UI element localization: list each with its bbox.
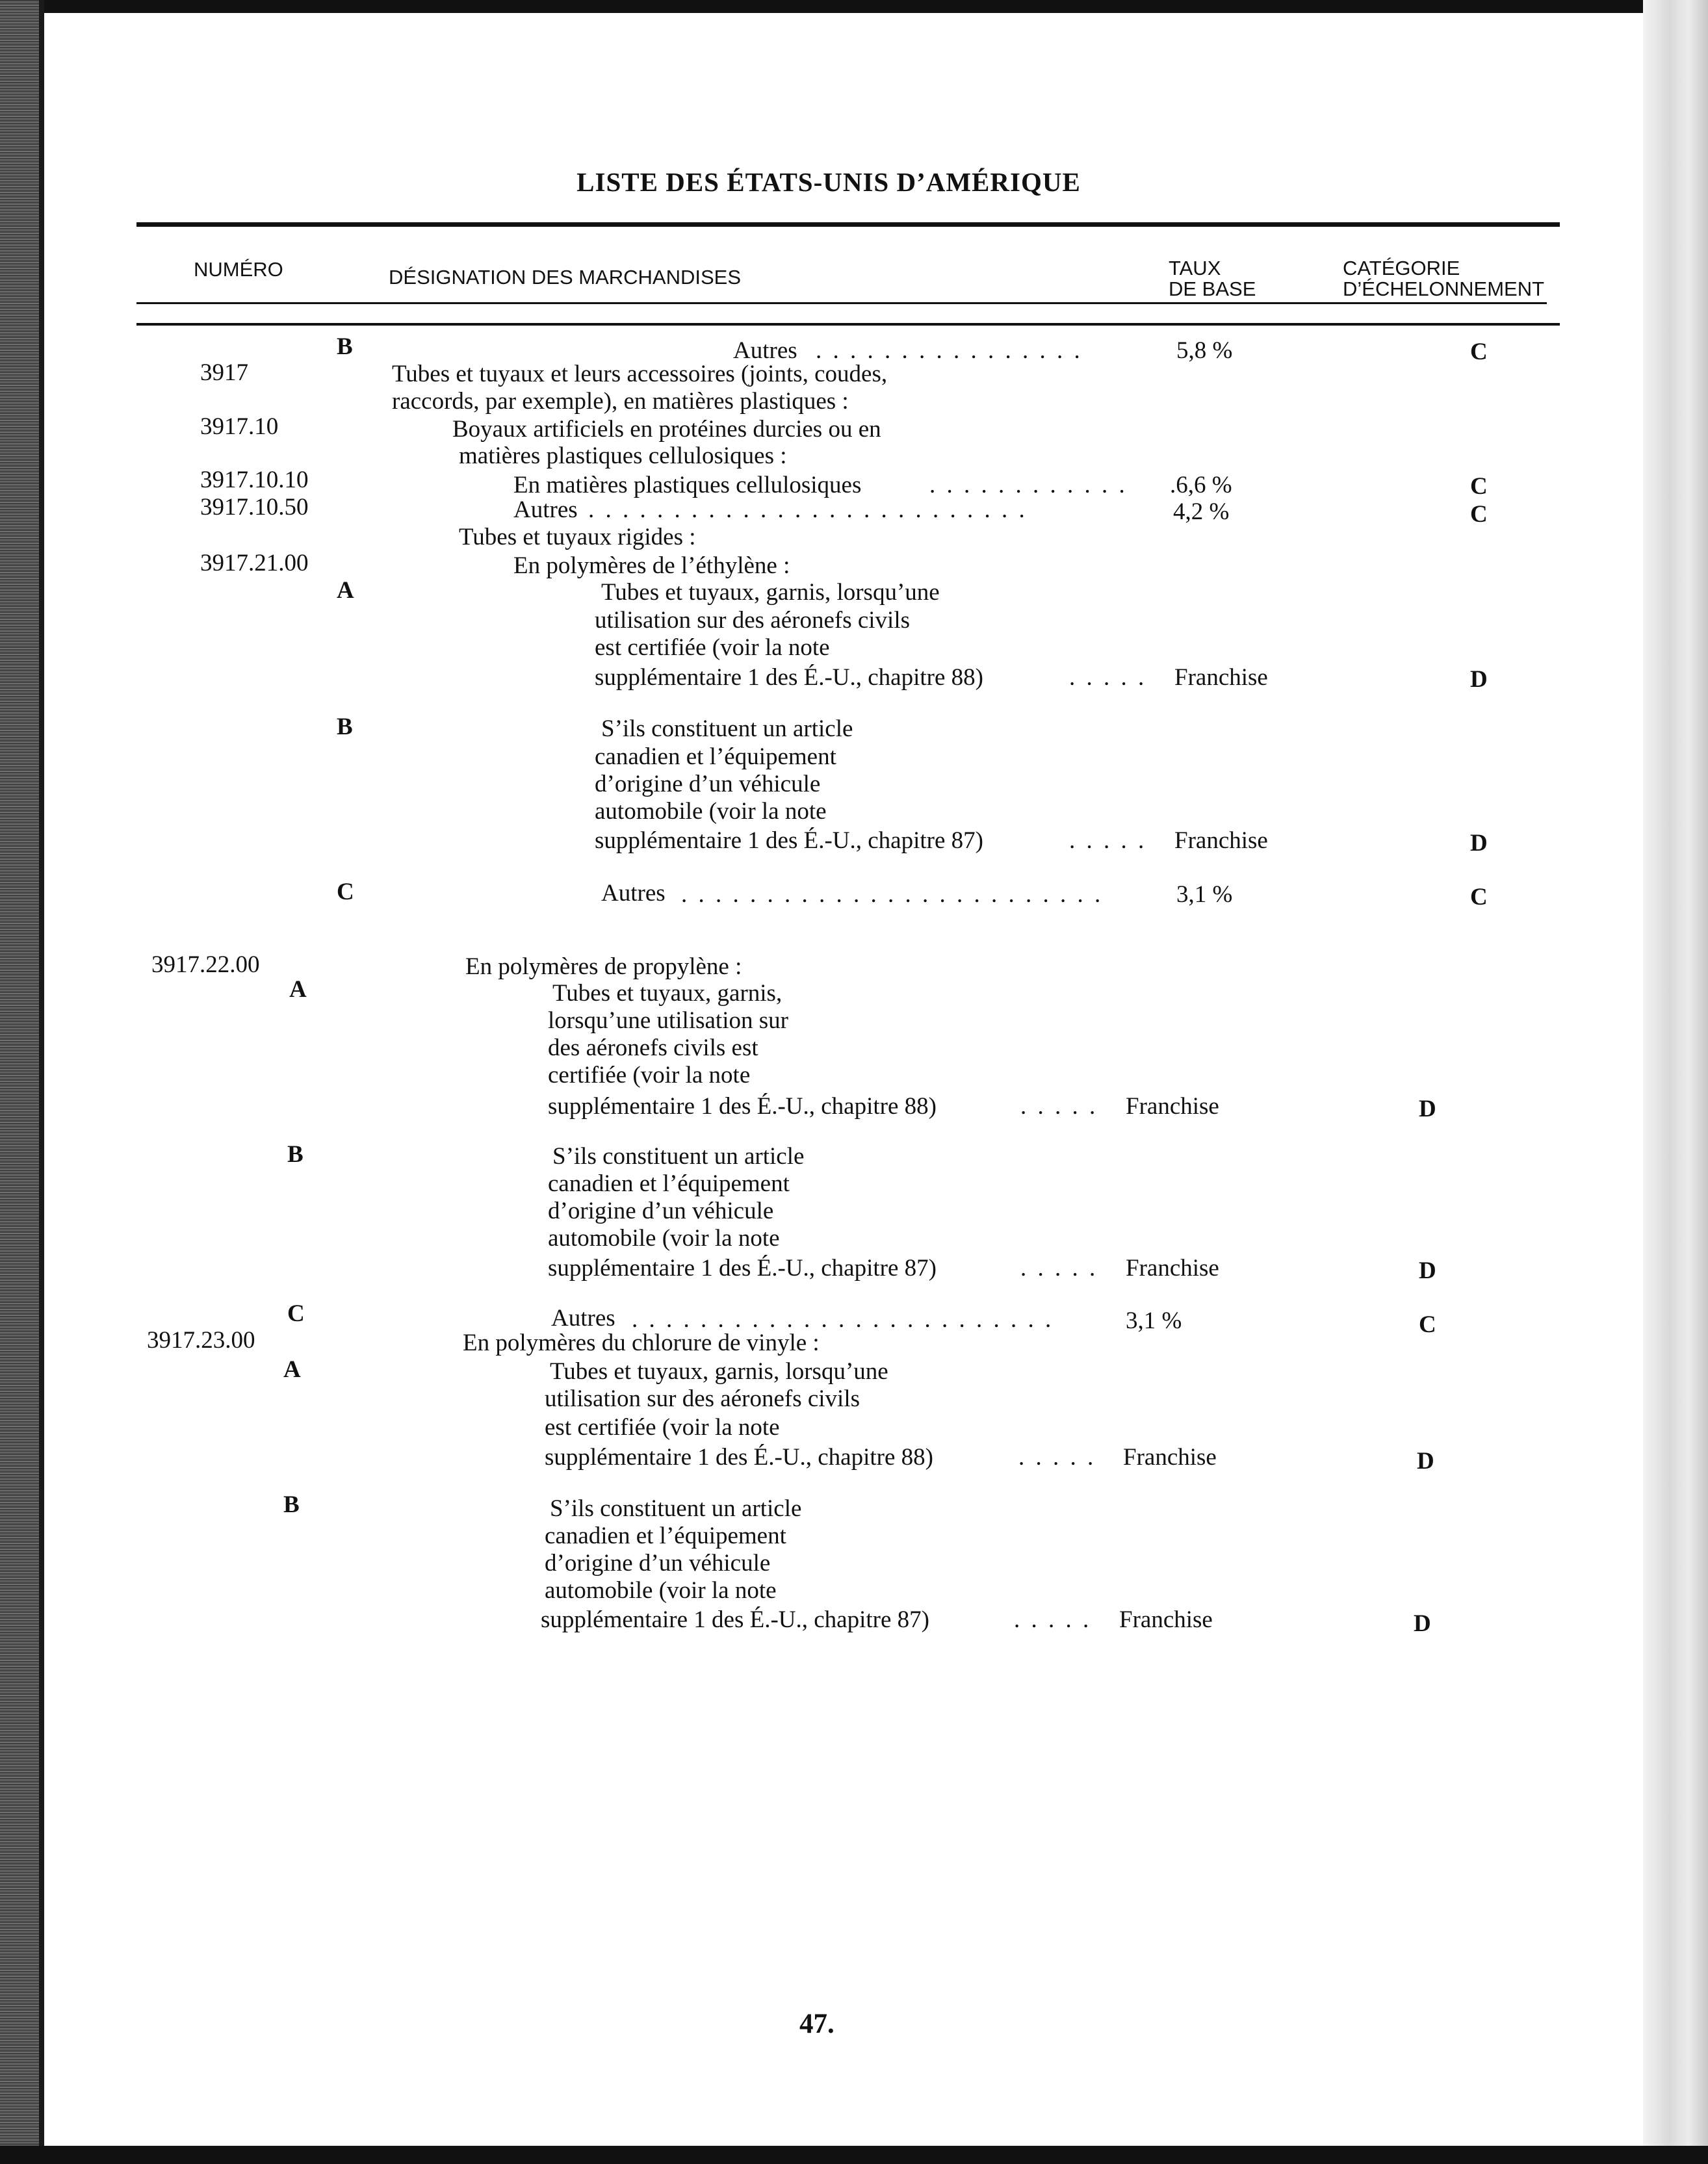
- line-dots: . . . . .: [1018, 1444, 1096, 1471]
- line-text: automobile (voir la note: [595, 798, 827, 825]
- line-category: D: [1470, 666, 1488, 693]
- line-text: En polymères de propylène :: [465, 953, 742, 980]
- header-categorie-line1: CATÉGORIE: [1343, 257, 1460, 279]
- scan-edge-top: [0, 0, 1708, 13]
- line-number: 3917.21.00: [200, 550, 309, 576]
- line-text: raccords, par exemple), en matières plastiques :: [392, 388, 849, 415]
- line-dots: . . . . .: [1014, 1606, 1092, 1633]
- line-text: matières plastiques cellulosiques :: [459, 443, 787, 469]
- line-dots: . . . . . . . . . . . . . . . . . . . . . . . . .: [681, 881, 1104, 908]
- line-text: Tubes et tuyaux et leurs accessoires (joints, coudes,: [392, 361, 888, 387]
- line-letter: B: [287, 1141, 304, 1168]
- line-text: supplémentaire 1 des É.-U., chapitre 88): [548, 1093, 937, 1120]
- header-taux-line1: TAUX: [1169, 257, 1221, 279]
- line-number: 3917.10: [200, 413, 279, 440]
- line-text: Autres: [513, 496, 578, 523]
- line-text: canadien et l’équipement: [545, 1523, 786, 1549]
- line-number: 3917.22.00: [151, 951, 260, 978]
- line-text: d’origine d’un véhicule: [595, 771, 821, 797]
- line-text: Autres: [551, 1305, 615, 1332]
- line-text: est certifiée (voir la note: [595, 634, 830, 661]
- header-mid-rule: [136, 302, 1547, 304]
- line-number: 3917.10.10: [200, 467, 309, 493]
- scan-edge-bottom: [0, 2146, 1708, 2164]
- line-category: D: [1419, 1257, 1436, 1284]
- line-text: automobile (voir la note: [545, 1577, 777, 1604]
- scan-edge-right: [1643, 0, 1708, 2164]
- line-category: D: [1414, 1610, 1431, 1637]
- line-text: En polymères de l’éthylène :: [513, 552, 790, 579]
- line-dots: . . . . .: [1069, 664, 1147, 691]
- line-text: supplémentaire 1 des É.-U., chapitre 88): [595, 664, 983, 691]
- line-text: canadien et l’équipement: [595, 743, 836, 770]
- line-letter: C: [337, 879, 354, 905]
- line-dots: . . . . . . . . . . . . . . . . . . . . . . . . . .: [588, 496, 1028, 523]
- line-rate: 5,8 %: [1176, 337, 1233, 364]
- scan-edge-left-inner: [39, 0, 44, 2164]
- line-dots: . . . . .: [1020, 1093, 1098, 1120]
- line-rate: Franchise: [1119, 1606, 1213, 1633]
- page-number: 47.: [799, 2009, 835, 2039]
- line-rate: Franchise: [1174, 827, 1268, 854]
- line-letter: A: [283, 1356, 301, 1383]
- line-letter: B: [337, 714, 353, 740]
- line-dots: . . . . . . . . . . . . . . . .: [816, 337, 1083, 364]
- header-numero: NUMÉRO: [194, 258, 283, 281]
- line-category: D: [1470, 830, 1488, 857]
- line-category: C: [1470, 339, 1488, 365]
- line-category: C: [1470, 473, 1488, 500]
- header-top-rule: [136, 222, 1560, 227]
- line-text: Autres: [733, 337, 797, 364]
- line-text: supplémentaire 1 des É.-U., chapitre 87): [541, 1606, 929, 1633]
- line-text: lorsqu’une utilisation sur: [548, 1007, 788, 1034]
- line-letter: A: [337, 577, 354, 604]
- header-designation: DÉSIGNATION DES MARCHANDISES: [389, 266, 742, 289]
- line-rate: 3,1 %: [1176, 881, 1233, 908]
- line-category: C: [1470, 501, 1488, 528]
- line-text: Boyaux artificiels en protéines durcies ou en: [452, 416, 881, 443]
- line-category: C: [1470, 884, 1488, 910]
- line-text: supplémentaire 1 des É.-U., chapitre 87): [548, 1255, 937, 1282]
- line-text: utilisation sur des aéronefs civils: [595, 607, 911, 634]
- line-rate: Franchise: [1174, 664, 1268, 691]
- line-text: Tubes et tuyaux, garnis, lorsqu’une: [601, 579, 940, 606]
- line-letter: B: [283, 1491, 300, 1518]
- line-number: 3917.10.50: [200, 494, 309, 521]
- line-text: Autres: [601, 880, 666, 907]
- line-number: 3917: [200, 359, 248, 386]
- line-rate: .6,6 %: [1170, 472, 1232, 498]
- header-taux-line2: DE BASE: [1169, 277, 1256, 300]
- line-rate: 4,2 %: [1173, 498, 1230, 525]
- line-text: est certifiée (voir la note: [545, 1414, 780, 1441]
- header-bottom-rule: [136, 323, 1560, 326]
- line-text: d’origine d’un véhicule: [545, 1550, 771, 1577]
- line-text: canadien et l’équipement: [548, 1170, 790, 1197]
- line-category: D: [1419, 1096, 1436, 1122]
- line-dots: . . . . . . . . . . . . . . . . . . . . . . . . .: [632, 1306, 1054, 1333]
- line-text: En polymères du chlorure de vinyle :: [463, 1330, 820, 1356]
- line-letter: C: [287, 1300, 305, 1327]
- line-text: des aéronefs civils est: [548, 1035, 758, 1061]
- line-dots: . . . . . . . . . . . .: [929, 472, 1128, 498]
- line-letter: B: [337, 333, 353, 360]
- line-text: En matières plastiques cellulosiques: [513, 472, 862, 498]
- line-number: 3917.23.00: [147, 1327, 255, 1354]
- line-rate: Franchise: [1126, 1255, 1219, 1282]
- line-text: Tubes et tuyaux rigides :: [459, 524, 696, 550]
- scan-edge-left: [0, 0, 39, 2164]
- line-text: Tubes et tuyaux, garnis,: [552, 980, 783, 1007]
- line-rate: Franchise: [1123, 1444, 1217, 1471]
- line-text: Tubes et tuyaux, garnis, lorsqu’une: [550, 1358, 888, 1385]
- line-category: D: [1417, 1448, 1434, 1475]
- line-dots: . . . . .: [1020, 1255, 1098, 1282]
- line-text: automobile (voir la note: [548, 1225, 780, 1252]
- page-title: LISTE DES ÉTATS-UNIS D’AMÉRIQUE: [576, 167, 1081, 197]
- line-text: supplémentaire 1 des É.-U., chapitre 87): [595, 827, 983, 854]
- line-rate: 3,1 %: [1126, 1307, 1182, 1334]
- line-letter: A: [289, 976, 307, 1003]
- line-text: S’ils constituent un article: [550, 1495, 802, 1522]
- line-text: S’ils constituent un article: [601, 715, 853, 742]
- line-rate: Franchise: [1126, 1093, 1219, 1120]
- line-text: utilisation sur des aéronefs civils: [545, 1385, 860, 1412]
- line-category: C: [1419, 1311, 1436, 1338]
- line-text: d’origine d’un véhicule: [548, 1198, 774, 1224]
- line-text: supplémentaire 1 des É.-U., chapitre 88): [545, 1444, 933, 1471]
- line-text: S’ils constituent un article: [552, 1143, 805, 1170]
- line-dots: . . . . .: [1069, 827, 1147, 854]
- header-categorie-line2: D’ÉCHELONNEMENT: [1343, 277, 1545, 300]
- line-text: certifiée (voir la note: [548, 1062, 751, 1088]
